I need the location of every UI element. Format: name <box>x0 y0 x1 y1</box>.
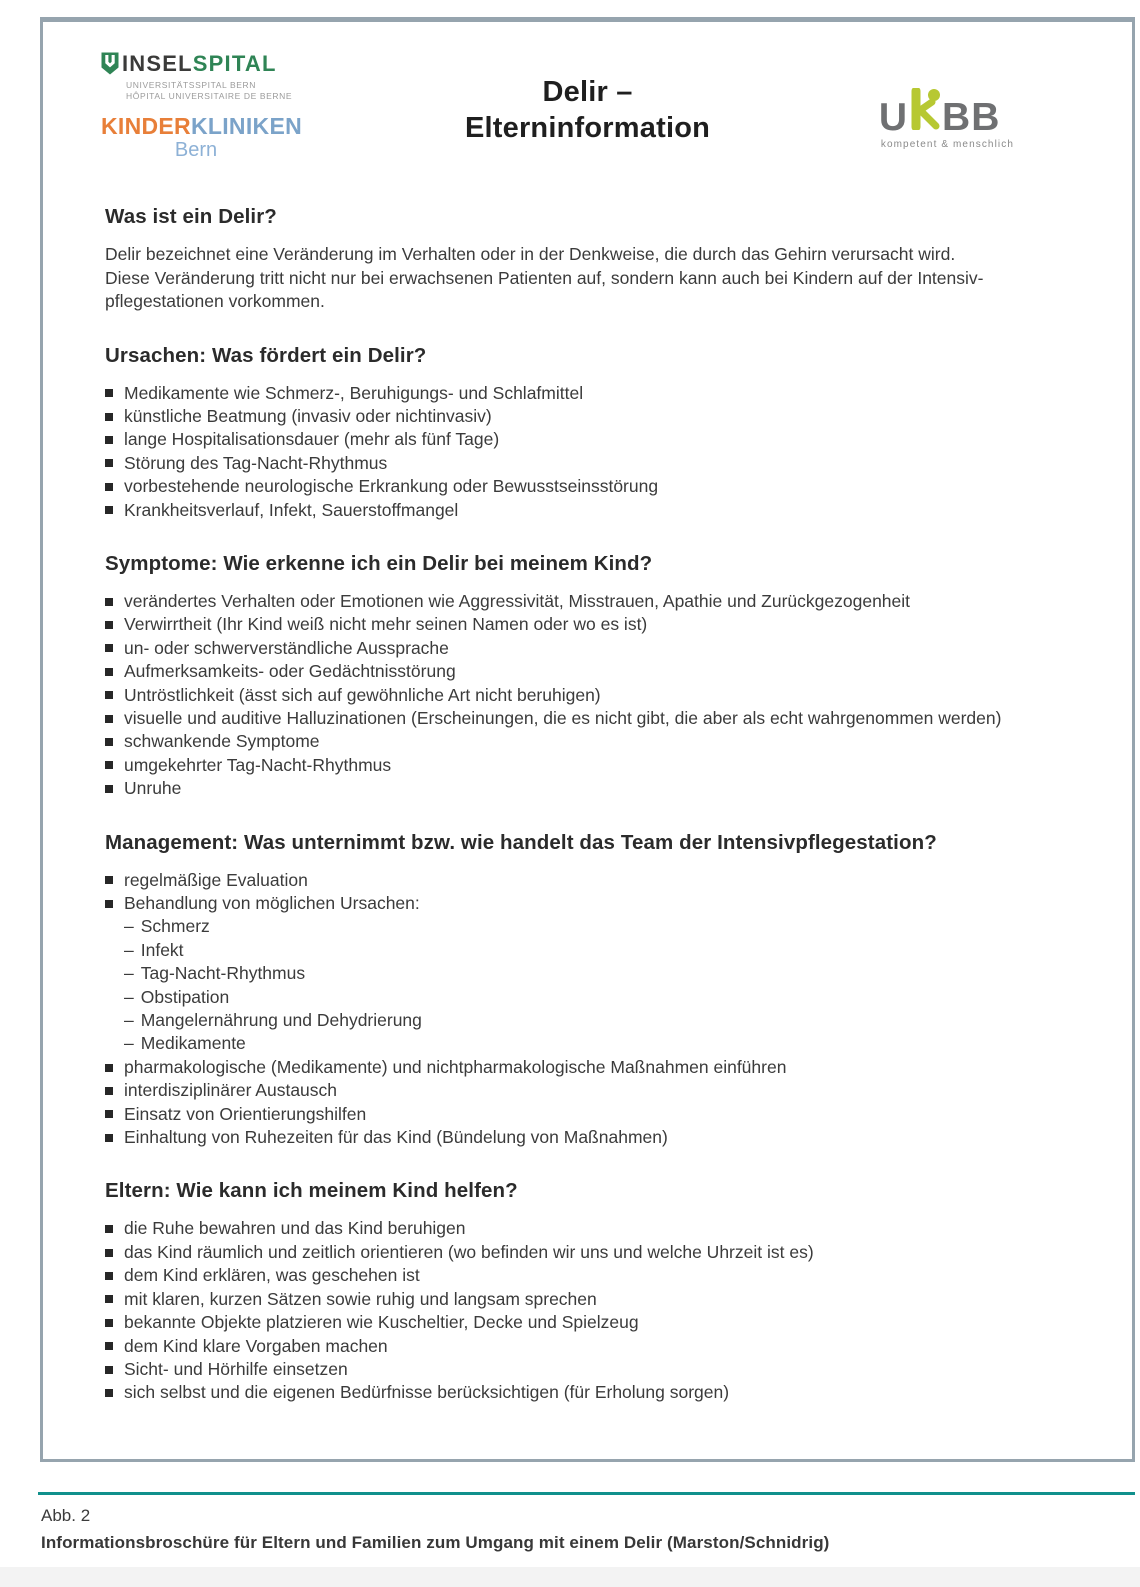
bullet-item <box>105 613 1110 636</box>
bullet-item <box>105 590 1110 613</box>
ukbb-logo <box>879 88 1014 150</box>
square-bullet-icon <box>105 506 113 514</box>
kliniken-word: KLINIKEN <box>190 113 302 139</box>
dash-item <box>124 962 1110 985</box>
square-bullet-icon <box>105 715 113 723</box>
bullet-item <box>105 1217 1110 1240</box>
dash-bullet-icon: – <box>124 1010 134 1031</box>
bullet-text: lange Hospitalisationsdauer (mehr als fünf Tage) <box>124 429 500 450</box>
bullet-text: Aufmerksamkeits- oder Gedächtnisstörung <box>124 661 456 682</box>
bullet-text: visuelle und auditive Halluzinationen (Erscheinungen, die es nicht gibt, die aber als echt wahrgenommen werden) <box>124 707 1002 728</box>
bullet-text: Behandlung von möglichen Ursachen: <box>124 893 420 913</box>
square-bullet-icon <box>105 1064 113 1072</box>
dash-item <box>124 986 1110 1009</box>
bullet-text: die Ruhe bewahren und das Kind beruhigen <box>124 1218 466 1239</box>
bullet-text: Einsatz von Orientierungshilfen <box>124 1103 367 1124</box>
section-eltern <box>105 1179 1110 1404</box>
insel-word-green: SPITAL <box>192 51 277 76</box>
bullet-item <box>105 428 1110 451</box>
inselspital-subline-de: UNIVERSITÄTSSPITAL BERN <box>126 80 256 90</box>
bullet-item <box>105 499 1110 522</box>
bullet-item <box>105 1358 1110 1381</box>
dash-item-text: Mangelernährung und Dehydrierung <box>140 1010 422 1031</box>
bullet-text: verändertes Verhalten oder Emotionen wie Aggressivität, Misstrauen, Apathie und Zurückgezogenheit <box>124 590 911 611</box>
dash-bullet-icon: – <box>124 939 134 960</box>
bullet-item <box>105 1126 1110 1149</box>
bullet-item <box>105 707 1110 730</box>
bullet-item <box>105 1103 1110 1126</box>
square-bullet-icon <box>105 1272 113 1280</box>
square-bullet-icon <box>105 668 113 676</box>
dash-bullet-icon: – <box>124 1033 134 1054</box>
bullet-item <box>105 1335 1110 1358</box>
bullet-item <box>105 1079 1110 1102</box>
square-bullet-icon <box>105 1342 113 1350</box>
section-paragraph <box>105 243 1110 314</box>
bullet-item <box>105 1264 1110 1287</box>
square-bullet-icon <box>105 644 113 652</box>
bullet-item <box>105 684 1110 707</box>
square-bullet-icon <box>105 413 113 421</box>
section-heading: Management: Was unternimmt bzw. wie handelt das Team der Intensivpflegestation? <box>105 830 937 854</box>
dash-item <box>124 1009 1110 1032</box>
sheet-header <box>43 22 1132 202</box>
bullet-text: Sicht- und Hörhilfe einsetzen <box>124 1358 348 1379</box>
dash-item-text: Infekt <box>140 939 184 960</box>
figure-divider-rule <box>38 1492 1135 1495</box>
bullet-text: Unruhe <box>124 778 182 799</box>
section-was-ist-ein-delir <box>105 205 1110 314</box>
page-bottom-strip <box>0 1567 1140 1587</box>
bullet-text: umgekehrter Tag-Nacht-Rhythmus <box>124 754 392 775</box>
square-bullet-icon <box>105 436 113 444</box>
bullet-item <box>105 754 1110 777</box>
dash-item <box>124 939 1110 962</box>
square-bullet-icon <box>105 1134 113 1142</box>
paragraph-line: Delir bezeichnet eine Veränderung im Verhalten oder in der Denkweise, die durch das Gehirn verursacht wird. <box>105 244 956 264</box>
square-bullet-icon <box>105 1249 113 1257</box>
bullet-text: künstliche Beatmung (invasiv oder nichtinvasiv) <box>124 405 492 426</box>
bullet-list <box>105 382 1110 522</box>
square-bullet-icon <box>105 876 113 884</box>
ukbb-letters-bb: BB <box>942 96 1001 139</box>
bullet-text: Krankheitsverlauf, Infekt, Sauerstoffmangel <box>124 499 459 520</box>
square-bullet-icon <box>105 1366 113 1374</box>
square-bullet-icon <box>105 785 113 793</box>
bullet-list <box>105 1217 1110 1404</box>
square-bullet-icon <box>105 1319 113 1327</box>
bullet-item <box>105 777 1110 800</box>
square-bullet-icon <box>105 691 113 699</box>
section-heading: Eltern: Wie kann ich meinem Kind helfen? <box>105 1179 518 1203</box>
inselspital-subline-fr: HÔPITAL UNIVERSITAIRE DE BERNE <box>126 91 293 101</box>
insel-word-dark: INSEL <box>122 51 193 76</box>
square-bullet-icon <box>105 1295 113 1303</box>
document-body <box>105 205 1110 1435</box>
square-bullet-icon <box>105 483 113 491</box>
section-management <box>105 831 1110 1150</box>
ukbb-tagline: kompetent & menschlich <box>880 139 1014 150</box>
figure-label: Abb. 2 <box>41 1506 91 1525</box>
bullet-text: das Kind räumlich und zeitlich orientieren (wo befinden wir uns und welche Uhrzeit ist es) <box>124 1241 814 1262</box>
bullet-text: un- oder schwerverständliche Aussprache <box>124 637 449 658</box>
bullet-text: pharmakologische (Medikamente) und nichtpharmakologische Maßnahmen einführen <box>124 1056 787 1077</box>
bullet-item <box>105 1381 1110 1404</box>
bullet-item <box>105 637 1110 660</box>
bullet-item <box>105 452 1110 475</box>
dash-bullet-icon: – <box>124 963 134 984</box>
bullet-text: dem Kind klare Vorgaben machen <box>124 1335 388 1356</box>
bullet-text: regelmäßige Evaluation <box>124 869 308 890</box>
bullet-list <box>105 590 1110 801</box>
kinderkliniken-city: Bern <box>174 139 218 161</box>
bullet-item <box>105 660 1110 683</box>
bullet-text: mit klaren, kurzen Sätzen sowie ruhig und langsam sprechen <box>124 1288 597 1309</box>
bullet-item <box>105 475 1110 498</box>
square-bullet-icon <box>105 459 113 467</box>
bullet-item <box>105 405 1110 428</box>
bullet-text: Verwirrtheit (Ihr Kind weiß nicht mehr seinen Namen oder wo es ist) <box>124 614 648 635</box>
dash-bullet-icon: – <box>124 916 134 937</box>
bullet-text: Untröstlichkeit (ässt sich auf gewöhnliche Art nicht beruhigen) <box>124 684 601 705</box>
document-title-line2: Elterninformation <box>464 112 711 144</box>
bullet-item <box>105 730 1110 753</box>
square-bullet-icon <box>105 1110 113 1118</box>
dash-item-text: Medikamente <box>140 1033 246 1054</box>
bullet-item <box>105 892 1110 1056</box>
bullet-list <box>105 869 1110 1150</box>
dash-item <box>124 1032 1110 1055</box>
section-ursachen <box>105 344 1110 522</box>
bullet-text: Medikamente wie Schmerz-, Beruhigungs- und Schlafmittel <box>124 382 584 403</box>
dash-sublist <box>105 915 1110 1055</box>
square-bullet-icon <box>105 1087 113 1095</box>
square-bullet-icon <box>105 738 113 746</box>
bullet-text: bekannte Objekte platzieren wie Kuscheltier, Decke und Spielzeug <box>124 1312 639 1333</box>
bullet-text: interdisziplinärer Austausch <box>124 1080 338 1101</box>
square-bullet-icon <box>105 1225 113 1233</box>
dash-item-text: Obstipation <box>140 986 230 1007</box>
bullet-item <box>105 1241 1110 1264</box>
square-bullet-icon <box>105 1389 113 1397</box>
section-symptome <box>105 552 1110 801</box>
square-bullet-icon <box>105 900 113 908</box>
bullet-text: schwankende Symptome <box>124 731 320 752</box>
bullet-text: dem Kind erklären, was geschehen ist <box>124 1265 420 1286</box>
square-bullet-icon <box>105 621 113 629</box>
bullet-text: sich selbst und die eigenen Bedürfnisse berücksichtigen (für Erholung sorgen) <box>124 1382 730 1403</box>
square-bullet-icon <box>105 598 113 606</box>
bullet-item <box>105 1056 1110 1079</box>
square-bullet-icon <box>105 389 113 397</box>
bullet-item <box>105 382 1110 405</box>
dash-bullet-icon: – <box>124 986 134 1007</box>
document-title-line1: Delir – <box>542 76 633 108</box>
section-heading: Ursachen: Was fördert ein Delir? <box>105 343 427 367</box>
paragraph-line: pflegestationen vorkommen. <box>105 291 325 311</box>
dash-item-text: Tag-Nacht-Rhythmus <box>140 963 306 984</box>
dash-item-text: Schmerz <box>140 916 210 937</box>
ukbb-figure-k-icon <box>909 88 941 136</box>
bullet-item <box>105 1288 1110 1311</box>
bullet-item <box>105 869 1110 892</box>
section-heading: Was ist ein Delir? <box>105 205 277 228</box>
square-bullet-icon <box>105 761 113 769</box>
inselspital-wordmark <box>122 52 277 76</box>
bullet-text: vorbestehende neurologische Erkrankung oder Bewusstseinsstörung <box>124 476 659 497</box>
figure-caption: Informationsbroschüre für Eltern und Familien zum Umgang mit einem Delir (Marston/Schnidrig) <box>41 1533 830 1552</box>
ukbb-letter-u: U <box>878 96 909 139</box>
paragraph-line: Diese Veränderung tritt nicht nur bei erwachsenen Patienten auf, sondern kann auch bei Kindern auf der Intensiv- <box>105 267 984 288</box>
kinder-word: KINDER <box>101 113 191 139</box>
bullet-text: Einhaltung von Ruhezeiten für das Kind (Bündelung von Maßnahmen) <box>124 1127 668 1148</box>
brochure-sheet <box>40 17 1135 1462</box>
section-heading: Symptome: Wie erkenne ich ein Delir bei meinem Kind? <box>105 551 653 575</box>
bullet-text: Störung des Tag-Nacht-Rhythmus <box>124 452 388 473</box>
bullet-item <box>105 1311 1110 1334</box>
dash-item <box>124 915 1110 938</box>
